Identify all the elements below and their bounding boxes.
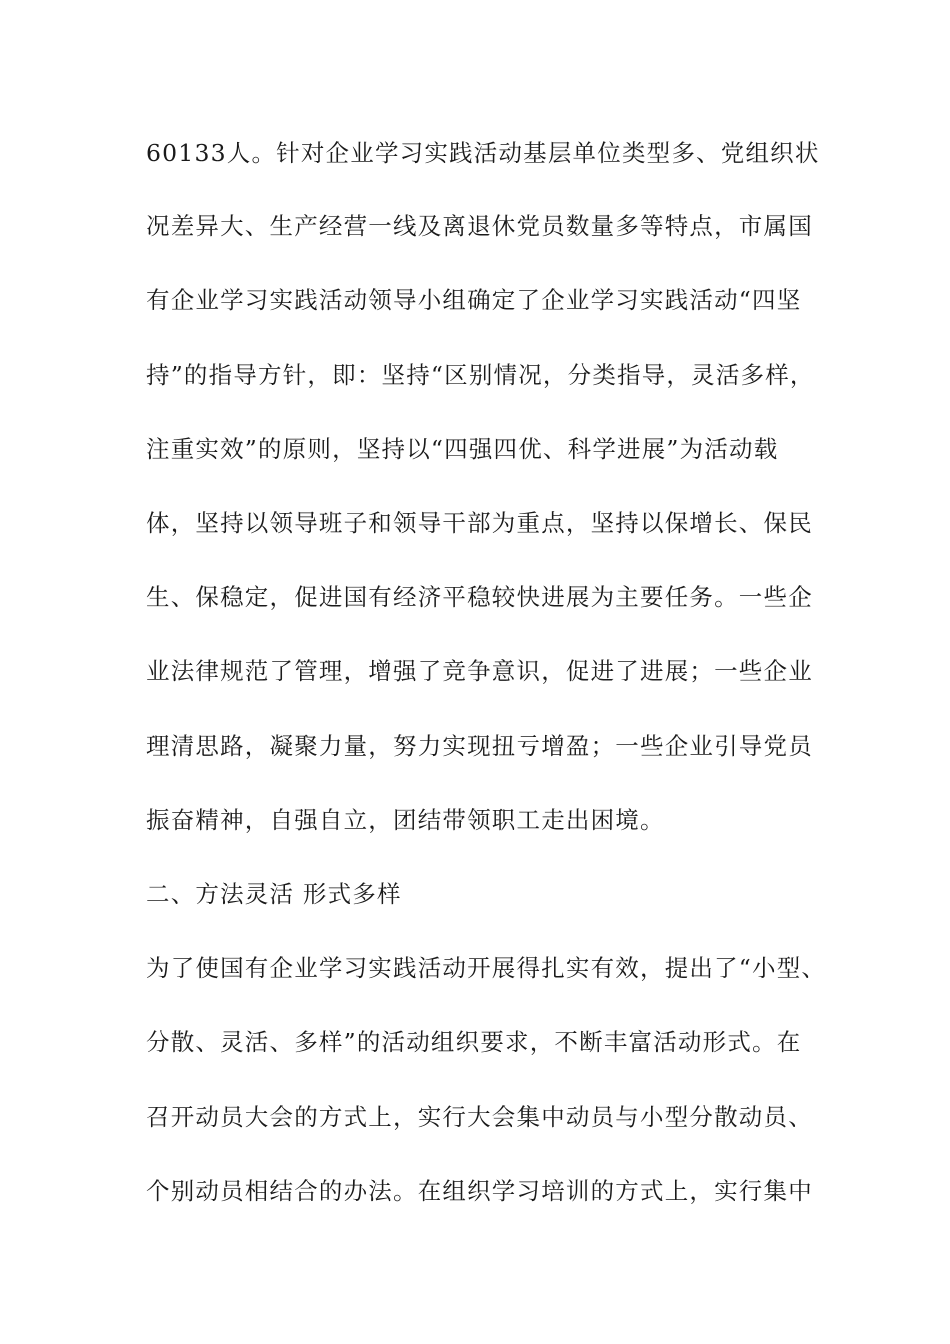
paragraph-line: 注重实效”的原则，坚持以“四强四优、科学进展”为活动载 (146, 435, 779, 463)
paragraph-line: 理清思路，凝聚力量，努力实现扭亏增盈；一些企业引导党员 (146, 732, 813, 760)
paragraph-line: 召开动员大会的方式上，实行大会集中动员与小型分散动员、 (146, 1103, 813, 1131)
paragraph-line: 60133人。针对企业学习实践活动基层单位类型多、党组织状 (146, 139, 820, 167)
paragraph-line: 为了使国有企业学习实践活动开展得扎实有效，提出了“小型、 (146, 954, 827, 982)
paragraph-line: 体，坚持以领导班子和领导干部为重点，坚持以保增长、保民 (146, 509, 813, 537)
paragraph-line: 业法律规范了管理，增强了竞争意识，促进了进展；一些企业 (146, 657, 813, 685)
paragraph-line: 振奋精神，自强自立，团结带领职工走出困境。 (146, 806, 665, 834)
paragraph-line: 况差异大、生产经营一线及离退休党员数量多等特点，市属国 (146, 212, 813, 240)
paragraph-line: 个别动员相结合的办法。在组织学习培训的方式上，实行集中 (146, 1177, 813, 1205)
section-heading: 二、方法灵活 形式多样 (146, 880, 402, 908)
paragraph-line: 持”的指导方针，即：坚持“区别情况，分类指导，灵活多样， (146, 361, 815, 389)
paragraph-line: 有企业学习实践活动领导小组确定了企业学习实践活动“四坚 (146, 286, 802, 314)
paragraph-line: 生、保稳定，促进国有经济平稳较快进展为主要任务。一些企 (146, 583, 813, 611)
paragraph-line: 分散、灵活、多样”的活动组织要求，不断丰富活动形式。在 (146, 1028, 802, 1056)
